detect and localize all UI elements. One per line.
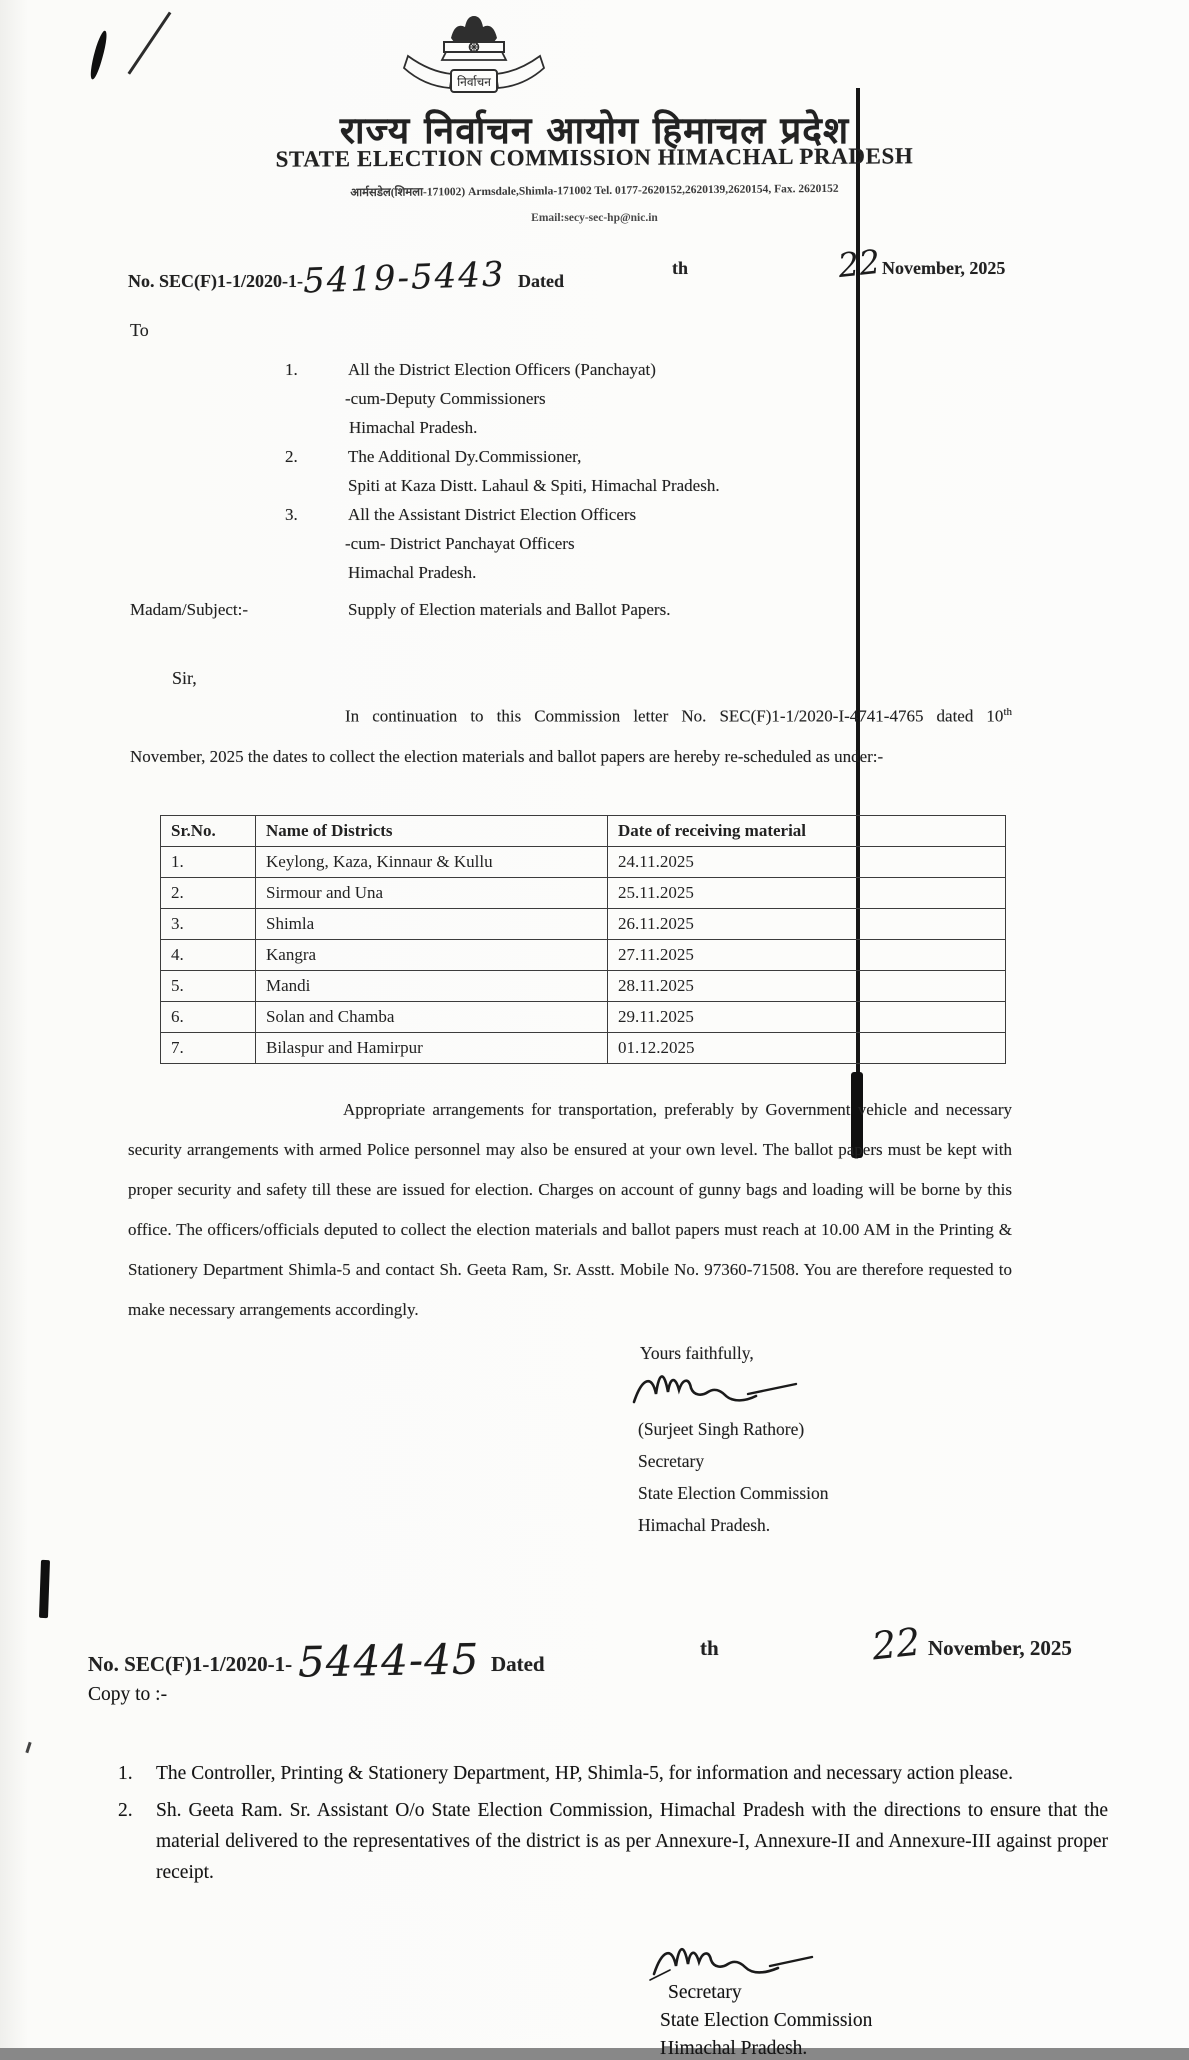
signatory-title: Secretary [668, 1982, 742, 2003]
closing: Yours faithfully, [640, 1343, 754, 1363]
addressee-number: 3. [285, 505, 298, 524]
table-row: 1. Keylong, Kaza, Kinnaur & Kullu 24.11.2025 [161, 847, 1006, 878]
table-row: 5. Mandi 28.11.2025 [161, 971, 1006, 1002]
copy-item-number: 2. [118, 1800, 133, 1821]
address-line: आर्मसडेल(शिमला-171002) Armsdale,Shimla-171002 Tel. 0177-2620152,2620139,2620154, Fax. 2620152 [350, 182, 839, 200]
signatory-name: (Surjeet Singh Rathore) [638, 1419, 805, 1439]
subject-label: Madam/Subject:- [130, 600, 249, 619]
ref2-number-prefix: No. SEC(F)1-1/2020-1- [88, 1652, 293, 1676]
th-placeholder-2: th [700, 1636, 719, 1660]
addressee-item: 3. All the Assistant District Election Officers [285, 500, 925, 529]
ashoka-emblem-icon [394, 10, 554, 108]
body-paragraph-2: Appropriate arrangements for transportation, preferably by Government vehicle and necessary security arrangements with armed Police personnel may also be ensured at your own level. The ballot papers must be kept with proper security and safety till these are issued for election. Charges on account of gunny bags and loading will be borne by this office. The officers/officials deputed to collect the election materials and ballot papers must reach at 10.00 AM in the Printing & Stationery Department Shimla-5 and contact Sh. Geeta Ram, Sr. Asstt. Mobile No. 97360-71508. You are therefore requested to make necessary arrangements accordingly. [128, 1100, 1012, 1319]
body-paragraph-1: In continuation to this Commission letter No. SEC(F)1-1/2020-I-4741-4765 dated 10th November, 2025 the dates to collect the election materials and ballot papers are hereby re-scheduled as under:- [130, 706, 1012, 766]
signatory-org: State Election Commission [660, 2010, 873, 2031]
table-row: 7. Bilaspur and Hamirpur 01.12.2025 [161, 1033, 1006, 1064]
signatory-org: State Election Commission [638, 1483, 829, 1503]
copy-item-number: 1. [118, 1763, 133, 1784]
dated-label: Dated [518, 271, 565, 291]
table-row: 3. Shimla 26.11.2025 [161, 909, 1006, 940]
commission-title-english: STATE ELECTION COMMISSION HIMACHAL PRADESH [275, 143, 914, 172]
emblem-banner-text: निर्वाचन [457, 75, 491, 89]
email-line: Email:secy-sec-hp@nic.in [531, 212, 658, 224]
table-row: 4. Kangra 27.11.2025 [161, 940, 1006, 971]
addressee-list: 1. All the District Election Officers (Panchayat) -cum-Deputy Commissioners Himachal Pradesh. 2. The Additional Dy.Commissioner, Spiti at Kaza Distt. Lahaul & Spiti, Himachal Pradesh. 3. All the Assistant District Election Officers -cum- District Panchayat Officers Himachal Pradesh. [285, 355, 925, 587]
salutation: Sir, [172, 668, 197, 688]
col-header-date: Date of receiving material [608, 816, 1006, 847]
ref-number-handwritten: 5419-5443 [302, 254, 507, 302]
copy-to-label: Copy to :- [88, 1684, 168, 1705]
to-label: To [130, 320, 149, 340]
commission-title-hindi: राज्य निर्वाचन आयोग हिमाचल प्रदेश [339, 109, 850, 152]
addressee-number: 2. [285, 447, 298, 466]
copy-to-item: 2. Sh. Geeta Ram. Sr. Assistant O/o State Election Commission, Himachal Pradesh with the directions to ensure that the material delivered to the representatives of the district is as per Annexure-I, Annexure-II and Annexure-III against proper receipt. [118, 1795, 1108, 1888]
copy-to-item: 1. The Controller, Printing & Stationery Department, HP, Shimla-5, for information and necessary action please. [118, 1758, 1108, 1789]
dated-label-2: Dated [490, 1652, 545, 1676]
table-header-row [161, 816, 1006, 847]
signatory-title: Secretary [638, 1451, 705, 1471]
reference-number-line-2 [88, 1632, 545, 1687]
addressee-number: 1. [285, 360, 298, 379]
copy-to-list [118, 1758, 1108, 1888]
col-header-srno: Sr.No. [161, 816, 256, 847]
pen-mark [87, 30, 109, 81]
pen-bar-mark [39, 1560, 50, 1618]
addressee-item: 2. The Additional Dy.Commissioner, [285, 442, 925, 471]
signature-icon [628, 1362, 808, 1419]
month-year-printed-2: November, 2025 [928, 1636, 1072, 1660]
signatory-state: Himachal Pradesh. [638, 1515, 771, 1535]
day-handwritten: 22 [836, 241, 882, 286]
day-handwritten-2: 22 [869, 1619, 923, 1669]
reference-number-line [128, 254, 565, 302]
pen-stroke [128, 12, 171, 75]
schedule-table [160, 815, 1006, 1064]
th-placeholder: th [672, 258, 689, 278]
addressee-item: 1. All the District Election Officers (Panchayat) [285, 355, 925, 384]
month-year-printed: November, 2025 [882, 258, 1006, 278]
table-row: 6. Solan and Chamba 29.11.2025 [161, 1002, 1006, 1033]
pen-tick-mark [25, 1742, 31, 1753]
ref-number-prefix: No. SEC(F)1-1/2020-1- [128, 271, 303, 291]
subject-text: Supply of Election materials and Ballot Papers. [348, 600, 671, 619]
col-header-district: Name of Districts [256, 816, 608, 847]
ref2-number-handwritten: 5444-45 [297, 1634, 481, 1687]
table-row: 2. Sirmour and Una 25.11.2025 [161, 878, 1006, 909]
signatory-state: Himachal Pradesh. [660, 2038, 808, 2059]
